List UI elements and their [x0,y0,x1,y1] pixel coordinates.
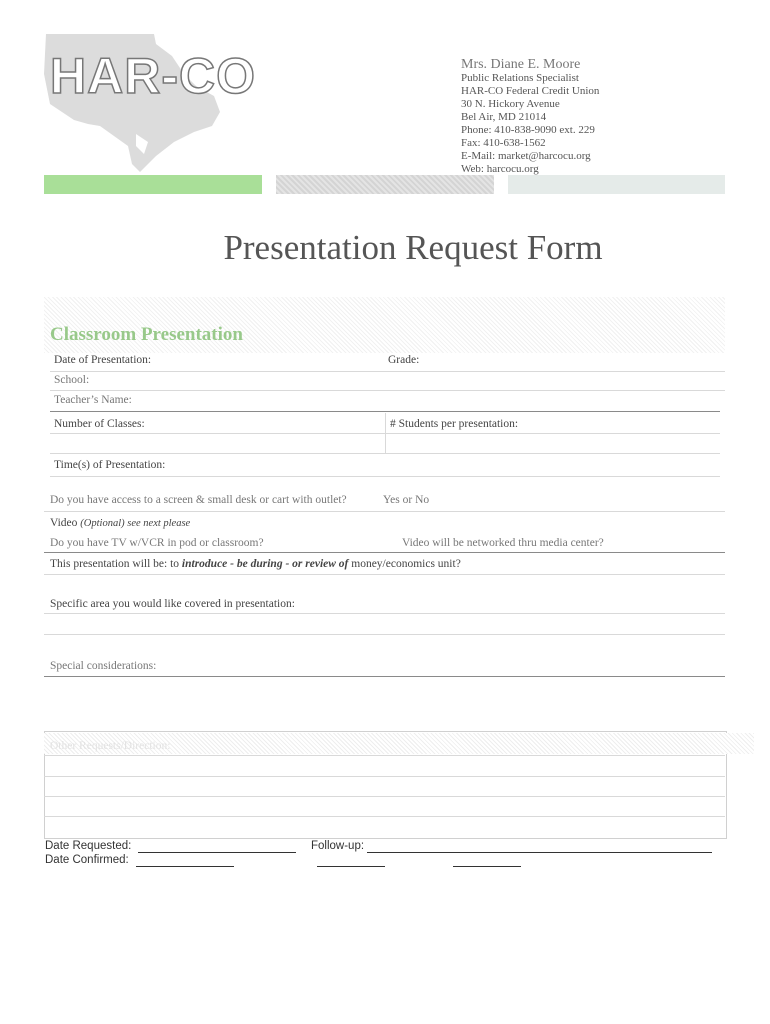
introduce-option[interactable]: introduce [181,558,228,570]
form-title: Presentation Request Form [223,228,603,267]
contact-email: E-Mail: market@harcocu.org [461,150,591,162]
other-requests-label: Other Requests/Direction: [50,740,171,752]
follow-up-field-2[interactable] [317,866,385,867]
header-bar-grey [276,175,494,194]
section-title: Classroom Presentation [50,324,243,345]
contact-street: 30 N. Hickory Avenue [461,98,560,110]
contact-name: Mrs. Diane E. Moore [461,57,581,72]
other-requests-line-4[interactable] [44,816,725,817]
other-requests-line-2[interactable] [44,776,725,777]
logo-wordmark: HAR-CO [50,48,256,104]
presentation-timing-line [44,574,725,575]
grade-label: Grade: [388,354,420,366]
teachers-name-field-line[interactable] [50,411,720,412]
date-requested-field[interactable] [138,852,296,853]
contact-phone: Phone: 410-838-9090 ext. 229 [461,124,595,136]
classes-bottom-line [50,453,720,454]
video-label [50,517,190,529]
classes-field-line[interactable] [50,433,720,434]
contact-title: Public Relations Specialist [461,72,579,84]
be-during-option[interactable]: - be during [227,558,286,570]
special-considerations-label: Special considerations: [50,660,157,672]
or-review-of-option[interactable]: - or review of [285,558,352,570]
specific-area-line-1[interactable] [44,613,725,614]
header-bar-light [508,175,725,194]
contact-fax: Fax: 410-638-1562 [461,137,546,149]
date-requested-label: Date Requested: [45,840,132,852]
other-requests-line-3[interactable] [44,796,725,797]
students-per-presentation-label: # Students per presentation: [390,418,519,430]
specific-area-line-2[interactable] [44,634,725,635]
video-text: Video [50,517,78,529]
contact-web: Web: harcocu.org [461,163,539,175]
presentation-timing-label [50,558,461,570]
money-unit-text: money/economics unit? [351,558,461,570]
school-label: School: [54,374,90,386]
screen-question-label: Do you have access to a screen & small desk or cart with outlet? [50,494,347,506]
teachers-name-label: Teacher’s Name: [54,394,132,406]
date-confirmed-label: Date Confirmed: [45,854,129,866]
other-requests-line-1[interactable] [44,755,725,756]
screen-question-line [44,511,725,512]
video-optional-note: (Optional) see next please [80,518,191,529]
contact-city: Bel Air, MD 21014 [461,111,547,123]
specific-area-label: Specific area you would like covered in presentation: [50,598,295,610]
times-label: Time(s) of Presentation: [54,459,166,471]
date-grade-field-line[interactable] [50,371,725,372]
yes-no-option[interactable]: Yes or No [383,494,430,506]
networked-question-label: Video will be networked thru media center? [402,537,604,549]
date-confirmed-field[interactable] [136,866,234,867]
video-section-line [44,552,725,553]
tv-question-label: Do you have TV w/VCR in pod or classroom? [50,537,264,549]
special-considerations-line[interactable] [44,676,725,677]
date-of-presentation-label: Date of Presentation: [54,354,152,366]
follow-up-field-3[interactable] [453,866,521,867]
follow-up-label: Follow-up: [311,840,365,852]
times-field-line[interactable] [50,476,720,477]
header-bar-green [44,175,262,194]
contact-organization: HAR-CO Federal Credit Union [461,85,600,97]
follow-up-field[interactable] [367,852,712,853]
school-field-line[interactable] [50,390,725,391]
presentation-will-be-text: This presentation will be: to [50,558,180,570]
number-of-classes-label: Number of Classes: [54,418,145,430]
